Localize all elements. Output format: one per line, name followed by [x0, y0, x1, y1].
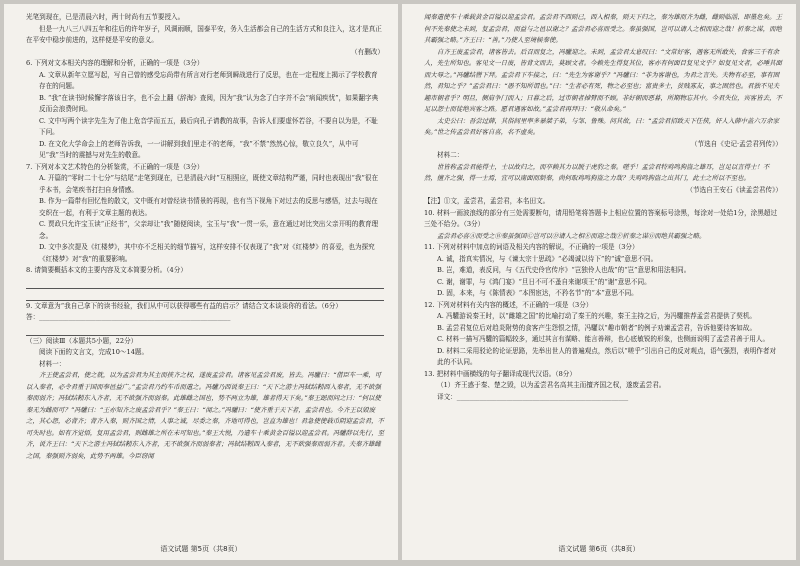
text-line: 自齐王废孟尝君，诸客皆去。后召而复之，冯驩迎之。未到，孟尝君太息叹曰：“文常好客，遇客无所敢失，食客三千有余人，先生所知也。客见文一日废，皆背文而去，莫顾文者。今赖先生得复其位，客亦有何面目复见文乎？如复见文者，必唾其面而大辱之。”冯驩结辔下拜。孟尝君下车接之，曰：“先生为客谢乎？”冯驩曰：“非为客谢也，为君之言失。夫物有必至，事有固然，君知之乎？”孟尝君曰：“愚不知所谓也。”曰：“生者必有死，物之必至也；富贵多士，贫贱寡友，事之固然也。君独不见夫趣市朝者乎？明旦，侧肩争门而入；日暮之后，过市朝者掉臂而不顾。非好朝而恶暮，所期物忘其中。今君失位，宾客皆去，不足以怨士而徒绝宾客之路。愿君遇客如故。”孟尝君再拜曰：“敬从命矣。”: [424, 47, 782, 113]
text-line: D. 文中多次提及《红楼梦》，其中亦不乏相关的细节描写，这样安排不仅表现了“我”对《红楼梦》的喜爱，也为探究《红楼梦》对“我”的重要影响。: [39, 243, 375, 263]
text-line: C. 谢，谢罪，与《鸿门宴》“旦日不可不蚤自来谢项王”的“谢”意思不同。: [437, 277, 651, 286]
text-line: C. 材料一描写冯驩的篇幅较多，通过其言有谋略、能言善辩，也心底敏锐的形象，也侧面说明了孟尝君善于用人。: [437, 335, 770, 343]
text-line: 12. 下列对材料有关内容的概述，不正确的一项是（3分）: [424, 300, 593, 309]
text-line: 材料二：: [437, 151, 464, 159]
text-line: B. 作为一篇带有回忆性的散文，文中既有对曾经读书情景的再现，也有当下视角下对过去的反思与感悟，过去与现在交织在一起，有利于文章主题的表达。: [39, 197, 378, 217]
exam-page-right: [402, 4, 796, 560]
text-line: A. 冯驩游说秦王时，以“雌雄之国”的比喻打动了秦王的兴趣，秦王主持之后，为冯驩推荐孟尝君提供了契机。: [437, 312, 757, 320]
page-content: [26, 12, 384, 462]
text-line: D. 在文化大学命会上的老师告诉我，一一讲解到我们里走不的老师，“我”不禁“然然心惊，敬立良久”，从中可见“我”当时的震撼与对先生的敬意。: [39, 139, 359, 159]
answer-line: [26, 324, 384, 336]
text-line: B. “我”在读书时候懈字落该日字，也不会上翻《辞海》查阅，因为“我”认为念了白字并不会“病闻疾忧”，如果翻字典反而会浪费时间。: [39, 93, 379, 113]
text-line: （节选自王安石《读孟尝君传》）: [686, 185, 782, 194]
text-line: 6. 下列对文本相关内容的理解和分析，正确的一项是（3分）: [26, 59, 204, 67]
text-line: 材料一：: [39, 359, 66, 368]
page-content: [424, 12, 782, 403]
text-line: A. 文章从新年立愿写起，写自己曾的感受忘尚带有所言对行老师到瞬战进行了反思，也在一定程度上揭示了学校教育存在的问题。: [39, 70, 378, 90]
text-line: 11. 下列对材料中加点的词语及相关内容的解说，不正确的一项是（3分）: [424, 243, 639, 251]
text-line: 阅读下面的文言文，完成10～14题。: [39, 348, 149, 356]
text-line: （节选自《史记·孟尝君列传》）: [690, 139, 782, 148]
text-line: B. 岂，难道，表反问，与《五代史伶官传序》“岂独伶人也哉”的“岂”意思和用法相同。: [437, 266, 691, 274]
text-line: 答：__________________________________________________________: [26, 313, 231, 321]
page-footer: 语文试题 第5页（共8页）: [160, 545, 242, 553]
text-line: 太史公曰：吾尝过薛，其俗闾里率多暴桀子弟，与邹、鲁殊。问其故，曰：“孟尝君招致天下任侠，奸人入薛中盖六万余家矣。”世之传孟尝君好客自喜，名不虚矣。: [424, 116, 780, 136]
text-line: A. 诚，指真实情况，与《谏太宗十思疏》“必竭诚以待下”的“诚”意思不同。: [437, 254, 658, 263]
text-line: （三）阅读Ⅲ（本题共5小题，22分）: [26, 336, 138, 345]
text-line: C. 文中写两个读字先生为了他上危音学而五五，最后向孔子请教的故事，告诉人们要虚怀若谷，不要自以为是，不耻下问。: [39, 116, 378, 136]
text-line: 光笔到现在，已是清晨六时，两十时尚有五节要授入。: [26, 13, 185, 21]
exam-page-left: [4, 4, 398, 560]
text-line: 世皆称孟尝君能得士，士以故归之，而卒赖其力以脱于虎豹之秦。嗟乎！孟尝君特鸡鸣狗盗之雄耳，岂足以言得士！不然，擅齐之强，得一士焉，宜可以南面而制秦，尚何取鸡鸣狗盗之力哉？夫鸡鸣狗盗之出其门，此士之所以不至也。: [424, 162, 770, 182]
text-line: 闻秦遣使车十乘载黄金百镒以迎孟尝君。孟尝君不西则已，西入相秦，则天下归之，秦为雄而齐为雌，雌则临淄、即墨危矣。王何不先秦使之未到，复孟尝君，而益与之邑以谢之？孟尝君必喜而受之。秦虽强国，岂可以请人之相而迎之哉！折秦之谋，而绝其霸强之略。”齐王曰：“善。”乃使人至境候秦使。: [424, 13, 782, 44]
text-line: 7. 下列对本文艺术特色的分析鉴赏，不正确的一项是（3分）: [26, 162, 204, 171]
text-line: C. 贾政只允许宝玉读“正经书”，父亲却让“我”随便阅读，宝玉与“我”一贯一乐，意在通过对比突出父亲开明的教育理念。: [39, 220, 379, 240]
answer-line: [26, 277, 384, 289]
text-line: A. 开篇的“零时二十七分”与结尾“走笔到现在，已是清晨六时”互相照应，既使文章结构严谨，同时也表现出“我”很在乎本书，会笔疾书打扫自身情感。: [39, 174, 379, 194]
text-line: D. 材料二采用驳论的论证思路，先举出世人的普遍观点，然后以“嗟乎”引出自己的反对观点，语气强烈，表明作者对此的不认同。: [437, 346, 777, 366]
text-line: 9. 文章意为“我自己拿下的读书经验，我们从中可以获得哪些有益的启示？请结合文本谈谈你的看法。（6分）: [26, 301, 342, 310]
text-line: 但是一九八三八四五年和往后的许年岁子，风调雨顺，国泰平安，务入生活都会自己的生活方式和良注入，这才是真正在平安中稳步前进的，这样便是平安的意义。: [26, 24, 382, 44]
text-line: 8. 请简要概括本文的主要内容及文本简要分析。（4分）: [26, 266, 187, 274]
text-line: 10. 材料一画波浪线的部分有三处需要断句，请用铅笔将答题卡上相应位置的答案标号涂黑，每涂对一处给1分，涂黑超过三处不给分。（3分）: [424, 208, 778, 228]
text-line: D. 固，本来，与《陈情表》“本图宦达，不矜名节”的“本”意思不同。: [437, 289, 638, 297]
text-line: 齐王使孟尝君，使之就，以为孟尝君为其主而挟齐之权，遂废孟尝君。诸客见孟尝君废，皆去。冯驩曰：“借臣车一乘，可以入秦者，必令君重于国而奉邑益广。”孟尝君乃约车币而遣之。冯驩乃西说秦王曰：“天下之游士冯轼结靷西入秦者，无不欲强秦而弱齐；冯轼结靷东入齐者，无不欲强齐而弱秦。此雄雌之国也，势不两立为雄，雄者得天下矣。”秦王跽而问之曰：“何以使秦无为雌而可？”冯驩曰：“王亦知齐之废孟尝君乎？”秦王曰：“闻之。”冯驩曰：“使齐重于天下者，孟尝君也。今齐王以毁废之，其心怨，必背齐；背齐入秦，则齐国之情，人事之诚，尽委之秦，齐地可得也，岂直为雄也！君急使使载币阴迎孟尝君，不可失时也。如有齐觉悟，复用孟尝君，则雌雄之所在未可知也。”秦王大悦，乃遣车十乘黄金百镒以迎孟尝君。冯驩辞以先行，至齐，说齐王曰：“天下之游士冯轼结靷东入齐者，无不欲强齐而弱秦者；冯轼结靷西入秦者，无不欲强秦而弱齐者。夫秦齐雄雌之国，秦强则齐弱矣，此势不两雄。今臣窃闻: [26, 371, 384, 460]
text-line: 13. 把材料中画横线的句子翻译成现代汉语。（8分）: [424, 369, 576, 378]
text-line: 译文：____________________________________________________: [437, 392, 629, 401]
text-line: B. 孟尝君复位后对趋炎附势的食客产生怨恨之情，冯驩以“趣市朝者”的例子劝谏孟尝君，告诉他要待客如故。: [437, 323, 757, 332]
answer-line: [26, 289, 384, 301]
text-line: 孟尝君必喜Ⓐ而受之Ⓑ秦虽强国Ⓒ岂可以Ⓓ请人之相Ⓔ而迎之哉Ⓕ折秦之谋Ⓖ而绝其霸强之略。: [437, 231, 706, 240]
text-line: （1）齐王惑于秦、楚之毁，以为孟尝君名高其主而擅齐国之权，遂废孟尝君。: [437, 381, 666, 389]
text-line: （有删改）: [351, 47, 384, 56]
text-line: 【注】①文，孟尝君，孟尝君，本名田文。: [424, 197, 550, 205]
page-footer: 语文试题 第6页（共8页）: [558, 545, 640, 553]
